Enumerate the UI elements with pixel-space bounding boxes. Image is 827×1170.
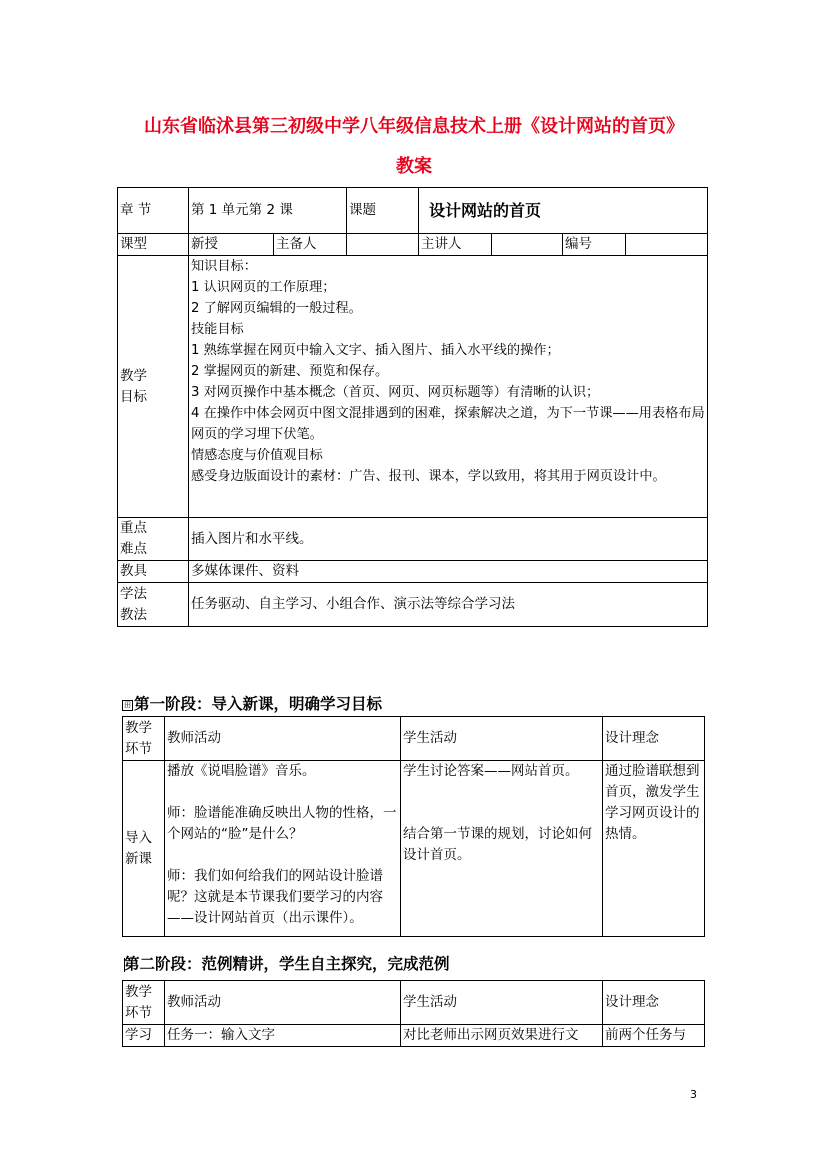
stage-1-heading: 第一阶段：导入新课，明确学习目标 [134, 694, 383, 713]
goals-line: 4 在操作中体会网页中图文混排遇到的困难，探索解决之道，为下一节课——用表格布局网页的学习埋下伏笔。 [191, 406, 705, 442]
stage-1-row-label: 导入新课 [123, 761, 165, 937]
stage-2-teacher-activity: 任务一：输入文字 [165, 1025, 401, 1047]
goals-line: 感受身边版面设计的素材：广告、报刊、课本，学以致用，将其用于网页设计中。 [191, 469, 666, 484]
tools-label: 教具 [118, 561, 189, 583]
page-number: 3 [690, 1088, 697, 1101]
type-label: 课型 [118, 234, 189, 256]
stage-2-student-activity: 对比老师出示网页效果进行文 [401, 1025, 603, 1047]
header-stage: 教学环节 [123, 981, 165, 1025]
chapter-value: 第 1 单元第 2 课 [189, 188, 347, 234]
preparer-value [347, 234, 419, 256]
goals-line: 3 对网页操作中基本概念（首页、网页、网页标题等）有清晰的认识； [191, 385, 600, 400]
stage-2-heading: 第二阶段：范例精讲，学生自主探究，完成范例 [124, 954, 450, 973]
stage-2-design-concept: 前两个任务与 [603, 1025, 705, 1047]
number-value [626, 234, 708, 256]
header-concept: 设计理念 [603, 981, 705, 1025]
goals-line: 1 熟练掌握在网页中输入文字、插入图片、插入水平线的操作； [191, 343, 560, 358]
stage-2-row-label: 学习 [123, 1025, 165, 1047]
chapter-label: 章 节 [118, 188, 189, 234]
header-stage: 教学环节 [123, 717, 165, 761]
document-title-line-1: 山东省临沭县第三初级中学八年级信息技术上册《设计网站的首页》 [144, 116, 684, 137]
method-label: 学法 教法 [118, 583, 189, 627]
lesson-info-table [117, 187, 708, 627]
header-concept: 设计理念 [603, 717, 705, 761]
table-anchor-icon: 田 [124, 701, 131, 709]
tools-value: 多媒体课件、资料 [189, 561, 708, 583]
lecturer-value [492, 234, 563, 256]
topic-label: 课题 [347, 188, 419, 234]
key-points-label: 重点 难点 [118, 518, 189, 561]
goals-line: 2 掌握网页的新建、预览和保存。 [191, 364, 389, 379]
document-title-line-2: 教案 [396, 156, 432, 177]
goals-line: 技能目标 [191, 322, 244, 337]
method-value: 任务驱动、自主学习、小组合作、演示法等综合学习法 [189, 583, 708, 627]
goals-content [189, 256, 708, 518]
goals-label: 教学 目标 [118, 256, 189, 518]
goals-line: 情感态度与价值观目标 [191, 448, 323, 463]
goals-line: 1 认识网页的工作原理； [191, 280, 336, 295]
header-teacher: 教师活动 [165, 981, 401, 1025]
header-student: 学生活动 [401, 981, 603, 1025]
header-student: 学生活动 [401, 717, 603, 761]
number-label: 编号 [563, 234, 626, 256]
goals-line: 知识目标： [191, 259, 257, 274]
topic-value: 设计网站的首页 [419, 188, 708, 234]
header-teacher: 教师活动 [165, 717, 401, 761]
stage-1-table [122, 716, 705, 937]
lecturer-label: 主讲人 [419, 234, 492, 256]
stage-2-table [122, 980, 705, 1047]
type-value: 新授 [189, 234, 274, 256]
stage-1-student-activity: 学生讨论答案——网站首页。 结合第一节课的规划，讨论如何设计首页。 [401, 761, 603, 937]
key-points-value: 插入图片和水平线。 [189, 518, 708, 561]
goals-line: 2 了解网页编辑的一般过程。 [191, 301, 362, 316]
stage-1-design-concept: 通过脸谱联想到首页，激发学生学习网页设计的热情。 [603, 761, 705, 937]
stage-1-teacher-activity: 播放《说唱脸谱》音乐。 师：脸谱能准确反映出人物的性格，一个网站的“脸”是什么？ 师：我们如何给我们的网站设计脸谱呢？这就是本节课我们要学习的内容——设计网站首页（出示课件）。 [165, 761, 401, 937]
preparer-label: 主备人 [274, 234, 347, 256]
